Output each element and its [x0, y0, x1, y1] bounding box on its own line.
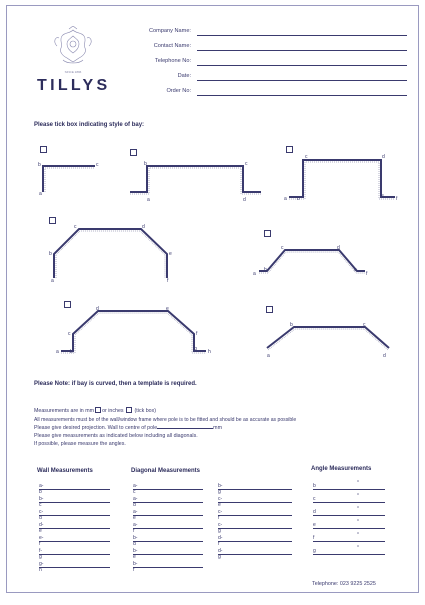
instruction-line-2 — [34, 425, 222, 431]
units-prefix: Measurements are in mm — [34, 408, 95, 414]
bay-2-label-d: d — [243, 197, 246, 203]
bay-7-label-c: c — [363, 322, 366, 328]
bay-7-checkbox[interactable] — [266, 306, 273, 313]
inches-checkbox[interactable] — [126, 407, 132, 413]
telephone-field[interactable] — [107, 58, 407, 68]
bay-4-label-d: d — [142, 224, 145, 230]
diagonal-measurements-heading: Diagonal Measurements — [131, 468, 201, 474]
bay-1-label-a: a — [39, 191, 42, 197]
bay-7-diagram — [261, 318, 401, 362]
bay-3-label-e: e — [381, 193, 384, 199]
date-line[interactable] — [197, 80, 407, 81]
instruction-line-1: All measurements must be of the wall/window frame where pole is to be fitted and should be as accurate as possible — [34, 417, 297, 423]
units-or: or inches — [102, 408, 124, 414]
bay-2-label-b: b — [144, 161, 147, 167]
projection-text: Please give desired projection. Wall to centre of pole — [34, 425, 158, 431]
bay-1-label-c: c — [96, 162, 99, 168]
projection-unit: mm — [213, 425, 222, 431]
bay-1-label-b: b — [38, 162, 41, 168]
date-label: Date: — [177, 73, 191, 79]
telephone-line[interactable] — [197, 65, 407, 66]
bay-5-label-b: b — [264, 267, 267, 273]
company-name-line[interactable] — [197, 35, 407, 36]
bay-6-label-h: h — [208, 349, 211, 355]
bay-7-label-a: a — [267, 353, 270, 359]
bay-6-diagram — [55, 306, 215, 362]
bay-6-label-c: c — [68, 331, 71, 337]
company-name-label: Company Name: — [149, 28, 191, 34]
bay-4-label-a: a — [51, 278, 54, 284]
brand-logo: TILLYS — [37, 77, 111, 94]
contact-name-label: Contact Name: — [153, 43, 191, 49]
bay-4-label-c: c — [74, 224, 77, 230]
order-no-label: Order No: — [166, 88, 191, 94]
bay-3-label-b: b — [297, 196, 300, 202]
bay-6-label-g: g — [194, 346, 197, 352]
projection-field[interactable] — [157, 428, 213, 429]
bay-5-label-a: a — [253, 271, 256, 277]
bay-3-diagram — [281, 150, 401, 210]
bay-3-label-a: a — [284, 196, 287, 202]
bay-7-label-b: b — [290, 322, 293, 328]
instruction-line-4: If possible, please measure the angles. — [34, 441, 126, 447]
crest-logo-icon — [47, 26, 99, 72]
footer-telephone: Telephone: 023 9225 2525 — [312, 581, 376, 587]
bay-6-label-a: a — [56, 349, 59, 355]
units-suffix: (tick box) — [134, 408, 157, 414]
bay-3-label-f: f — [396, 196, 398, 202]
contact-name-line[interactable] — [197, 50, 407, 51]
instruction-line-3: Please give measurements as indicated below including all diagonals. — [34, 433, 198, 439]
bay-2-label-a: a — [147, 197, 150, 203]
bay-6-label-e: e — [166, 306, 169, 312]
date-field[interactable] — [107, 73, 407, 83]
telephone-label: Telephone No: — [154, 58, 191, 64]
degree-symbol: ° — [357, 480, 359, 486]
bay-6-label-b: b — [70, 349, 73, 355]
order-form-page: SINCE 1896 TILLYS Company Name: Contact Name: Telephone No: Date: Order No: Please tick box indicating style of bay: b c a b c a d c d a b e f c d b e a f c d b e a f d e c f a b g h b c a d Please Note: if bay is curved, then a template is required. Measurements are in mm or inches (tick box) All measurements must be of the wall/window frame where pole is to be fitted and should be as accurate as possible Please give desired projection. Wall to centre of pole mm Please give measurements as indicated below including all diagonals. If possible, please measure the angles. Wall Measurements Diagonal Measurements Angle Measurements a-b b-c c-d d-e e-f f-g g-h a-c a-d a-e a-f b-d b-e b-f b-g c-e c-f c-g d-f d-g b ° c ° d ° e ° f ° g ° Telephone: 023 9225 2525 — [6, 5, 419, 593]
bay-6-label-f: f — [196, 331, 198, 337]
degree-symbol: ° — [357, 545, 359, 551]
mm-checkbox[interactable] — [95, 407, 101, 413]
bay-2-label-c: c — [245, 161, 248, 167]
bay-2-diagram — [125, 156, 265, 204]
bay-1-diagram — [35, 154, 105, 202]
bay-5-label-f: f — [366, 271, 368, 277]
angle-measurements-heading: Angle Measurements — [311, 466, 372, 472]
bay-1-checkbox[interactable] — [40, 146, 47, 153]
contact-name-field[interactable] — [107, 43, 407, 53]
units-line — [34, 407, 156, 414]
bay-5-label-e: e — [354, 267, 357, 273]
order-no-field[interactable] — [107, 88, 407, 98]
bay-4-diagram — [43, 222, 183, 282]
bay-2-checkbox[interactable] — [130, 149, 137, 156]
bay-5-label-d: d — [337, 245, 340, 251]
curved-bay-note: Please Note: if bay is curved, then a template is required. — [34, 381, 197, 387]
bay-7-label-d: d — [383, 353, 386, 359]
degree-symbol: ° — [357, 519, 359, 525]
bay-5-diagram — [253, 241, 373, 283]
degree-symbol: ° — [357, 493, 359, 499]
bay-4-label-e: e — [169, 251, 172, 257]
bay-4-label-f: f — [167, 278, 169, 284]
wall-measurements-heading: Wall Measurements — [37, 468, 93, 474]
bay-4-label-b: b — [49, 251, 52, 257]
company-name-field[interactable] — [107, 28, 407, 38]
degree-symbol: ° — [357, 506, 359, 512]
bay-3-label-c: c — [305, 154, 308, 160]
bay-style-heading: Please tick box indicating style of bay: — [34, 122, 145, 128]
bay-5-checkbox[interactable] — [264, 230, 271, 237]
bay-5-label-c: c — [281, 245, 284, 251]
order-no-line[interactable] — [197, 95, 407, 96]
seal-text: SINCE 1896 — [64, 70, 82, 74]
degree-symbol: ° — [357, 532, 359, 538]
bay-6-label-d: d — [96, 306, 99, 312]
bay-3-label-d: d — [382, 154, 385, 160]
